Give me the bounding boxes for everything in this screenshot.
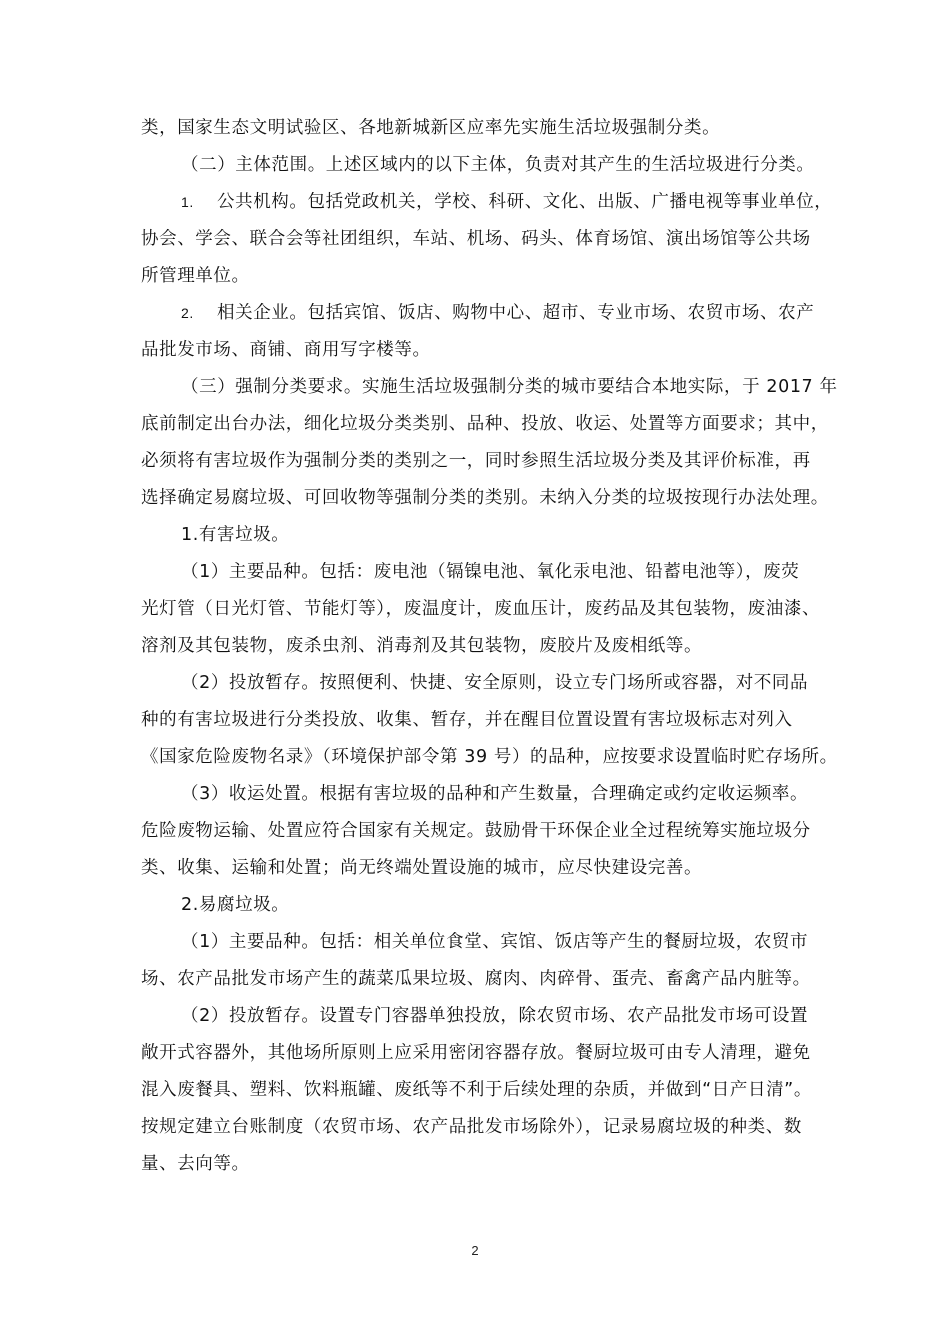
text-line: 光灯管（日光灯管、节能灯等），废温度计，废血压计，废药品及其包装物，废油漆、 xyxy=(141,599,821,619)
paragraph-start: （1）主要品种。包括：废电池（镉镍电池、氧化汞电池、铅蓄电池等），废荧 xyxy=(181,562,800,582)
text-line: 《国家危险废物名录》（环境保护部令第 39 号）的品种，应按要求设置临时贮存场所。 xyxy=(141,747,838,767)
list-item-text: 公共机构。包括党政机关，学校、科研、文化、出版、广播电视等事业单位， xyxy=(217,192,833,212)
text-line: 敞开式容器外，其他场所原则上应采用密闭容器存放。餐厨垃圾可由专人清理，避免 xyxy=(141,1043,811,1063)
page-number: 2 xyxy=(471,1243,479,1258)
text-line: 选择确定易腐垃圾、可回收物等强制分类的类别。未纳入分类的垃圾按现行办法处理。 xyxy=(141,488,829,508)
paragraph-start: （2）投放暂存。按照便利、快捷、安全原则，设立专门场所或容器，对不同品 xyxy=(181,673,809,693)
list-item-text: 相关企业。包括宾馆、饭店、购物中心、超市、专业市场、农贸市场、农产 xyxy=(217,303,815,323)
text-line: 种的有害垃圾进行分类投放、收集、暂存，并在醒目位置设置有害垃圾标志对列入 xyxy=(141,710,793,730)
text-line: 底前制定出台办法，细化垃圾分类类别、品种、投放、收运、处置等方面要求；其中， xyxy=(141,414,829,434)
paragraph-start: （3）收运处置。根据有害垃圾的品种和产生数量，合理确定或约定收运频率。 xyxy=(181,784,809,804)
text-line: 溶剂及其包装物，废杀虫剂、消毒剂及其包装物，废胶片及废相纸等。 xyxy=(141,636,703,656)
subheading-hazardous-waste: 1.有害垃圾。 xyxy=(181,525,290,545)
text-line: 品批发市场、商铺、商用写字楼等。 xyxy=(141,340,431,360)
list-number: 2. xyxy=(181,305,194,321)
text-line: 场、农产品批发市场产生的蔬菜瓜果垃圾、腐肉、肉碎骨、蛋壳、畜禽产品内脏等。 xyxy=(141,969,811,989)
list-item-related-enterprises xyxy=(141,295,831,332)
text-line: 危险废物运输、处置应符合国家有关规定。鼓励骨干环保企业全过程统筹实施垃圾分 xyxy=(141,821,811,841)
list-item-public-institutions xyxy=(141,184,831,221)
list-number: 1. xyxy=(181,194,194,210)
subheading-perishable-waste: 2.易腐垃圾。 xyxy=(181,895,290,915)
text-line: 所管理单位。 xyxy=(141,266,250,286)
text-line: 混入废餐具、塑料、饮料瓶罐、废纸等不利于后续处理的杂质，并做到“日产日清”。 xyxy=(141,1080,812,1100)
document-body xyxy=(141,110,838,1183)
text-line: 类、收集、运输和处置；尚无终端处置设施的城市，应尽快建设完善。 xyxy=(141,858,703,878)
paragraph-start: （1）主要品种。包括：相关单位食堂、宾馆、饭店等产生的餐厨垃圾，农贸市 xyxy=(181,932,809,952)
section-heading-requirements: （三）强制分类要求。实施生活垃圾强制分类的城市要结合本地实际，于 2017 年 xyxy=(181,377,838,397)
text-line: 按规定建立台账制度（农贸市场、农产品批发市场除外），记录易腐垃圾的种类、数 xyxy=(141,1117,802,1137)
text-line: 必须将有害垃圾作为强制分类的类别之一，同时参照生活垃圾分类及其评价标准，再 xyxy=(141,451,811,471)
paragraph-start: （2）投放暂存。设置专门容器单独投放，除农贸市场、农产品批发市场可设置 xyxy=(181,1006,809,1026)
text-line: 类，国家生态文明试验区、各地新城新区应率先实施生活垃圾强制分类。 xyxy=(141,118,721,138)
section-heading-scope: （二）主体范围。上述区域内的以下主体，负责对其产生的生活垃圾进行分类。 xyxy=(181,155,815,175)
text-line: 协会、学会、联合会等社团组织，车站、机场、码头、体育场馆、演出场馆等公共场 xyxy=(141,229,811,249)
text-line: 量、去向等。 xyxy=(141,1154,250,1174)
